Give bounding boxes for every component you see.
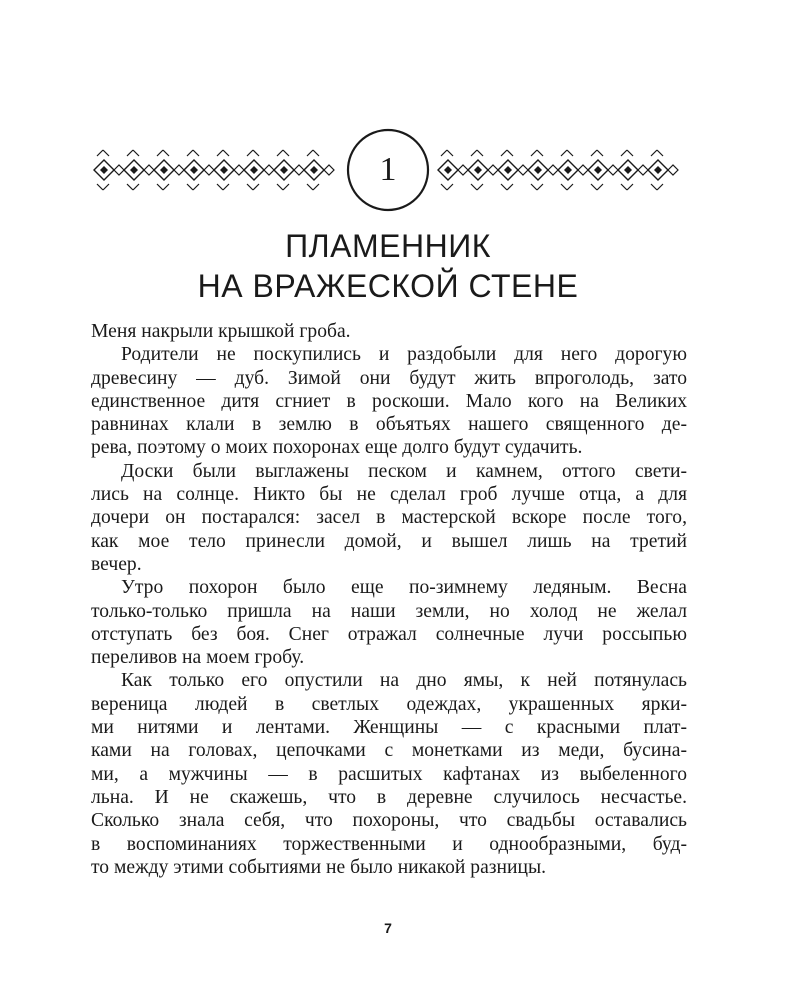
paragraph xyxy=(91,343,687,459)
text-line: Сколько знала себя, что похороны, что свадьбы оставались xyxy=(91,810,687,832)
text-line: Меня накрыли крышкой гроба. xyxy=(91,321,351,342)
chapter-number: 1 xyxy=(379,151,397,188)
text-line: вечер. xyxy=(91,553,142,575)
text-line: единственное дитя сгниет в роскоши. Мало кого на Великих xyxy=(91,390,687,412)
text-line: ками на головах, цепочками с монетками из меди, бусина- xyxy=(91,740,687,762)
chapter-title xyxy=(0,226,776,306)
text-line: то между этими событиями не было никакой разницы. xyxy=(91,856,547,878)
text-line: древесину — дуб. Зимой они будут жить впроголодь, зато xyxy=(91,367,687,389)
text-line: вереница людей в светлых одеждах, украшенных ярки- xyxy=(91,693,687,715)
text-line: Родители не поскупились и раздобыли для него дорогую xyxy=(121,344,687,366)
chapter-ornament xyxy=(86,128,690,212)
paragraph xyxy=(91,669,687,879)
text-line: ми, а мужчины — в расшитых кафтанах из выбеленного xyxy=(91,763,687,785)
text-line: льна. И не скажешь, что в деревне случилось несчастье. xyxy=(91,786,687,808)
paragraph xyxy=(91,320,687,343)
chapter-title-line: ПЛАМЕННИК xyxy=(285,228,491,264)
text-line: дочери он постарался: засел в мастерской вскоре после того, xyxy=(91,507,687,529)
body-text xyxy=(91,320,687,879)
text-line: переливов на моем гробу. xyxy=(91,647,305,669)
text-line: в воспоминаниях торжественными и однообразными, буд- xyxy=(91,833,687,855)
text-line: ми нитями и лентами. Женщины — с красными плат- xyxy=(91,717,687,739)
text-line: равнинах клали в землю в объятьях нашего священного де- xyxy=(91,414,687,436)
text-line: рева, поэтому о моих похоронах еще долго будут судачить. xyxy=(91,437,583,459)
text-line: Утро похорон было еще по-зимнему ледяным. Весна xyxy=(121,577,687,599)
paragraph xyxy=(91,460,687,576)
text-line: Доски были выглажены песком и камнем, оттого свети- xyxy=(121,460,687,482)
text-line: отступать без боя. Снег отражал солнечные лучи россыпью xyxy=(91,623,687,645)
page-number: 7 xyxy=(384,920,392,936)
text-line: лись на солнце. Никто бы не сделал гроб лучше отца, а для xyxy=(91,484,687,506)
text-line: Как только его опустили на дно ямы, к ней потянулась xyxy=(121,670,687,692)
text-line: только-только пришла на наши земли, но холод не желал xyxy=(91,600,687,622)
paragraph xyxy=(91,576,687,669)
text-line: как мое тело принесли домой, и вышел лишь на третий xyxy=(91,530,687,552)
chapter-title-line: НА ВРАЖЕСКОЙ СТЕНЕ xyxy=(197,268,579,304)
